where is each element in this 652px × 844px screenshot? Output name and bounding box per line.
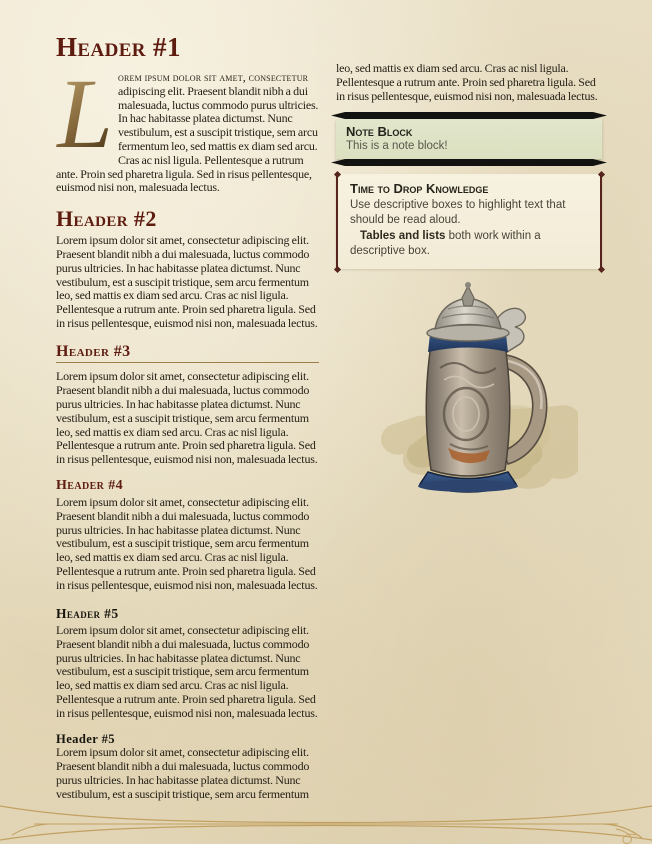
beer-stein-illustration bbox=[358, 276, 578, 511]
section-paragraph: Lorem ipsum dolor sit amet, consectetur adipiscing elit. Praesent blandit nibh a dui malesuada, luctus commodo purus ultricies. In hac habitasse platea dictumst. Nunc vestibulum, est a suscipit tristique, sem arcu fermentum leo, sed mattis ex diam sed arcu. Cras ac nisl ligula. Pellentesque a rutrum ante. Proin sed pharetra ligula. Sed in risus pellentesque, euismod nisi non, malesuada lectus. bbox=[56, 494, 318, 592]
corner-dot-icon bbox=[597, 266, 604, 273]
descriptive-box-paragraph-2 bbox=[350, 229, 588, 259]
corner-dot-icon bbox=[333, 266, 340, 273]
section-header-1: Header #1 bbox=[56, 34, 181, 62]
section-header-3: Header #3 bbox=[56, 343, 319, 364]
corner-dot-icon bbox=[597, 171, 604, 178]
note-block-title: Note Block bbox=[346, 124, 413, 140]
section-paragraph: Lorem ipsum dolor sit amet, consectetur adipiscing elit. Praesent blandit nibh a dui malesuada, luctus commodo purus ultricies. In hac habitasse platea dictumst. Nunc vestibulum, est a suscipit tristique, sem arcu fermentum leo, sed mattis ex diam sed arcu. Cras ac nisl ligula. Pellentesque a rutrum ante. Proin sed pharetra ligula. Sed in risus pellentesque, euismod nisi non, malesuada lectus. bbox=[56, 623, 318, 720]
section-header-4: Header #4 bbox=[56, 477, 123, 493]
drop-cap: L bbox=[57, 58, 113, 169]
descriptive-box bbox=[336, 174, 602, 269]
descriptive-bold-lead: Tables and lists bbox=[360, 230, 446, 243]
paragraph-with-dropcap bbox=[56, 58, 319, 195]
note-ribbon-bottom-icon bbox=[331, 159, 607, 166]
section-paragraph-truncated: Lorem ipsum dolor sit amet, consectetur adipiscing elit. Praesent blandit nibh a dui malesuada, luctus commodo purus ultricies. In hac habitasse platea dictumst. Nunc vestibulum, est a suscipit tristique, sem arcu fermentum bbox=[56, 745, 310, 801]
descriptive-box-paragraph: Use descriptive boxes to highlight text that should be read aloud. bbox=[350, 199, 566, 227]
corner-dot-icon bbox=[333, 171, 340, 178]
footer-flourish-icon bbox=[0, 802, 652, 844]
descriptive-box-title: Time to Drop Knowledge bbox=[350, 181, 489, 197]
section-header-6: Header #5 bbox=[56, 731, 115, 746]
lead-paragraph-rest: adipiscing elit. Praesent blandit nibh a dui malesuada, luctus commodo purus ultricies. In hac habitasse platea dictumst. Nunc vestibulum, est a suscipit tristique, sem arcu fermentum leo, sed mattis ex diam sed arcu. Cras ac nisl ligula. Pellentesque a rutrum ante. Proin sed pharetra ligula. Sed in risus pellentesque, euismod nisi non, malesuada lectus. bbox=[56, 83, 319, 195]
footer-flourish bbox=[0, 802, 652, 844]
continuation-paragraph: leo, sed mattis ex diam sed arcu. Cras ac nisl ligula. Pellentesque a rutrum ante. Proin sed pharetra ligula. Sed in risus pellentesque, euismod nisi non, malesuada lectus. bbox=[336, 61, 598, 103]
note-block-body bbox=[336, 119, 602, 159]
section-paragraph: Lorem ipsum dolor sit amet, consectetur adipiscing elit. Praesent blandit nibh a dui malesuada, luctus commodo purus ultricies. In hac habitasse platea dictumst. Nunc vestibulum, est a suscipit tristique, sem arcu fermentum leo, sed mattis ex diam sed arcu. Cras ac nisl ligula. Pellentesque a rutrum ante. Proin sed pharetra ligula. Sed in risus pellentesque, euismod nisi non, malesuada lectus. bbox=[56, 369, 318, 467]
descriptive-bold-rest: both work within a descriptive box. bbox=[350, 230, 541, 258]
left-column bbox=[56, 34, 319, 806]
note-block-text: This is a note block! bbox=[346, 140, 448, 153]
section-header-2: Header #2 bbox=[56, 206, 157, 232]
beer-stein-icon bbox=[358, 276, 578, 511]
lead-small-caps: orem ipsum dolor sit amet, consectetur bbox=[118, 70, 309, 84]
note-block bbox=[336, 112, 602, 166]
right-column bbox=[336, 62, 602, 269]
section-paragraph: Lorem ipsum dolor sit amet, consectetur adipiscing elit. Praesent blandit nibh a dui malesuada, luctus commodo purus ultricies. In hac habitasse platea dictumst. Nunc vestibulum, est a suscipit tristique, sem arcu fermentum leo, sed mattis ex diam sed arcu. Cras ac nisl ligula. Pellentesque a rutrum ante. Proin sed pharetra ligula. Sed in risus pellentesque, euismod nisi non, malesuada lectus. bbox=[56, 233, 318, 330]
note-ribbon-top-icon bbox=[331, 112, 607, 119]
section-header-5: Header #5 bbox=[56, 605, 119, 621]
